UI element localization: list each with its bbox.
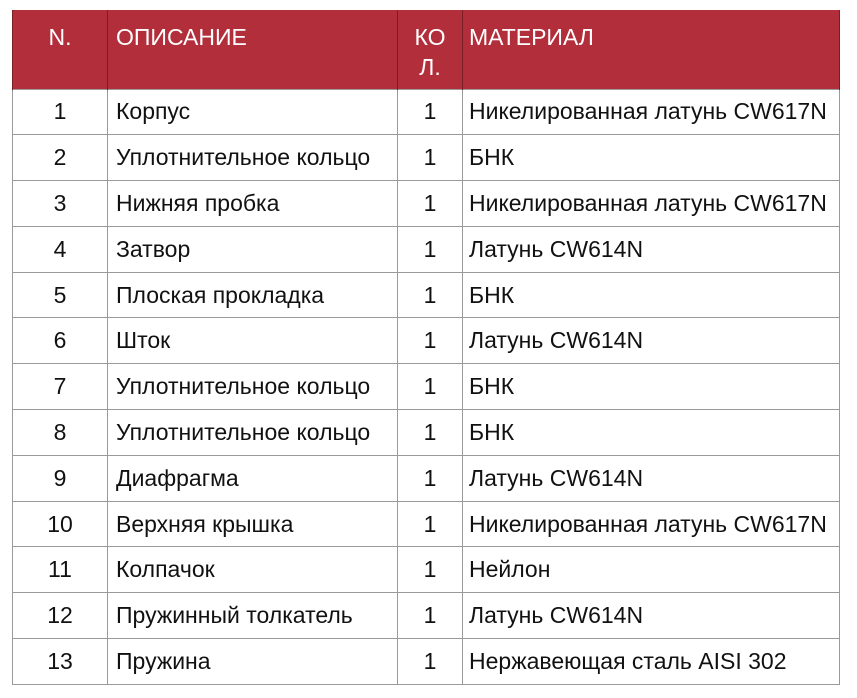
cell-quantity: 1 (398, 501, 463, 547)
cell-number: 13 (13, 639, 108, 685)
cell-material: Никелированная латунь CW617N (463, 181, 840, 227)
cell-number: 9 (13, 455, 108, 501)
header-number: N. (13, 10, 108, 89)
cell-quantity: 1 (398, 226, 463, 272)
cell-number: 11 (13, 547, 108, 593)
cell-quantity: 1 (398, 318, 463, 364)
cell-material: Латунь CW614N (463, 593, 840, 639)
cell-number: 2 (13, 135, 108, 181)
cell-quantity: 1 (398, 547, 463, 593)
cell-material: БНК (463, 135, 840, 181)
table-row (13, 455, 840, 501)
cell-material: Латунь CW614N (463, 226, 840, 272)
cell-number: 4 (13, 226, 108, 272)
cell-description: Пружинный толкатель (108, 593, 398, 639)
cell-description: Колпачок (108, 547, 398, 593)
cell-material: Нейлон (463, 547, 840, 593)
table-row (13, 501, 840, 547)
cell-number: 3 (13, 181, 108, 227)
table-row (13, 547, 840, 593)
table-row (13, 181, 840, 227)
cell-material: БНК (463, 364, 840, 410)
cell-number: 12 (13, 593, 108, 639)
header-quantity-line2: Л. (419, 54, 441, 80)
table-row (13, 272, 840, 318)
cell-number: 7 (13, 364, 108, 410)
cell-number: 10 (13, 501, 108, 547)
cell-description: Плоская прокладка (108, 272, 398, 318)
table-row (13, 593, 840, 639)
header-quantity-line1: КО (414, 24, 446, 50)
cell-material: Нержавеющая сталь AISI 302 (463, 639, 840, 685)
cell-material: Никелированная латунь CW617N (463, 501, 840, 547)
cell-description: Корпус (108, 89, 398, 135)
table-row (13, 410, 840, 456)
cell-number: 1 (13, 89, 108, 135)
cell-description: Уплотнительное кольцо (108, 410, 398, 456)
cell-quantity: 1 (398, 364, 463, 410)
cell-description: Уплотнительное кольцо (108, 135, 398, 181)
table-row (13, 135, 840, 181)
cell-number: 8 (13, 410, 108, 456)
cell-quantity: 1 (398, 593, 463, 639)
table-row (13, 639, 840, 685)
header-material: МАТЕРИАЛ (463, 10, 840, 89)
parts-table (12, 10, 840, 685)
cell-description: Нижняя пробка (108, 181, 398, 227)
table-row (13, 318, 840, 364)
cell-material: БНК (463, 410, 840, 456)
table-body (13, 89, 840, 684)
table-row (13, 89, 840, 135)
cell-quantity: 1 (398, 639, 463, 685)
cell-description: Затвор (108, 226, 398, 272)
cell-number: 6 (13, 318, 108, 364)
cell-description: Верхняя крышка (108, 501, 398, 547)
header-description: ОПИСАНИЕ (108, 10, 398, 89)
table-header (13, 10, 840, 89)
header-quantity (398, 10, 463, 89)
table-row (13, 226, 840, 272)
cell-quantity: 1 (398, 455, 463, 501)
cell-description: Диафрагма (108, 455, 398, 501)
cell-quantity: 1 (398, 181, 463, 227)
cell-material: Латунь CW614N (463, 455, 840, 501)
cell-quantity: 1 (398, 272, 463, 318)
table-row (13, 364, 840, 410)
cell-description: Шток (108, 318, 398, 364)
cell-quantity: 1 (398, 89, 463, 135)
cell-material: Латунь CW614N (463, 318, 840, 364)
cell-material: Никелированная латунь CW617N (463, 89, 840, 135)
cell-description: Пружина (108, 639, 398, 685)
cell-number: 5 (13, 272, 108, 318)
header-row (13, 10, 840, 89)
cell-quantity: 1 (398, 410, 463, 456)
cell-description: Уплотнительное кольцо (108, 364, 398, 410)
cell-quantity: 1 (398, 135, 463, 181)
cell-material: БНК (463, 272, 840, 318)
